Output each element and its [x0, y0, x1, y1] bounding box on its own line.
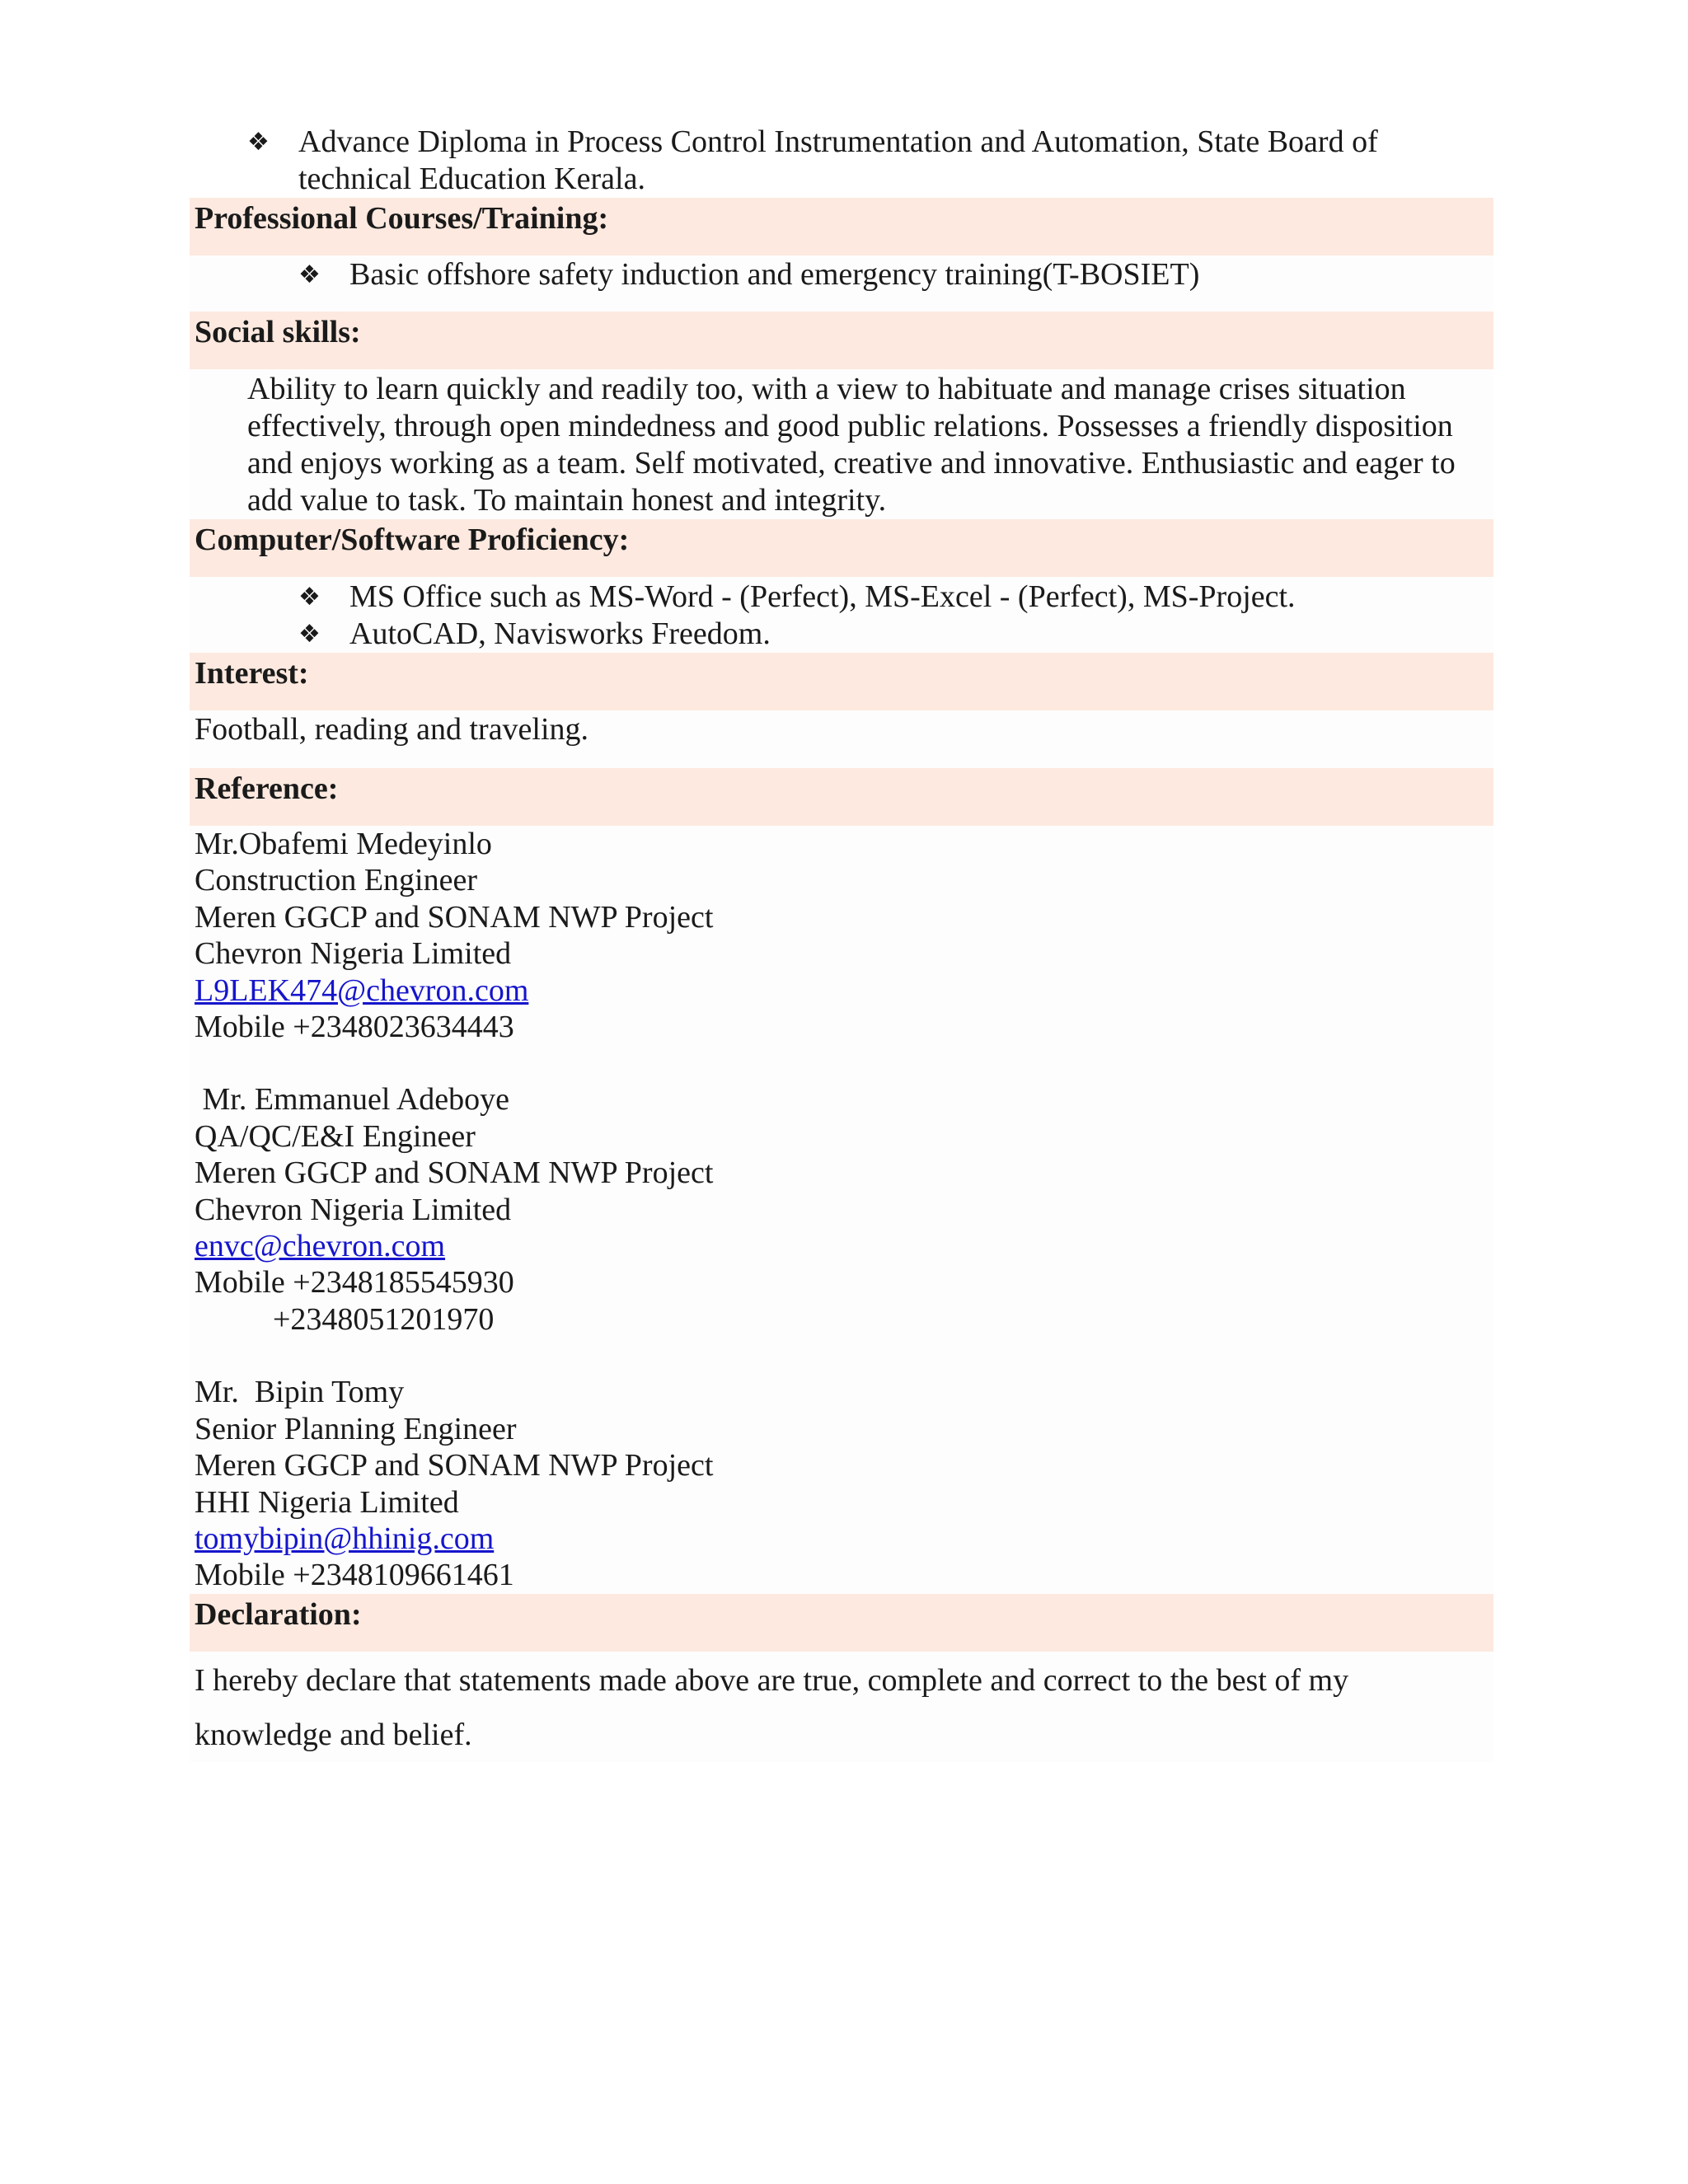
reference-mobile: Mobile +2348109661461 [195, 1558, 514, 1593]
declaration-text: I hereby declare that statements made above are true, complete and correct to the best of my knowledge and belief. [195, 1662, 1349, 1752]
course-item-text: Basic offshore safety induction and emergency training(T-BOSIET) [349, 257, 1200, 292]
reference-spacer [195, 1338, 1493, 1374]
section-heading-computer-skills: Computer/Software Proficiency: [190, 519, 1493, 577]
reference-email-link[interactable]: L9LEK474@chevron.com [195, 972, 529, 1008]
reference-entry [195, 1081, 1493, 1338]
section-heading-declaration: Declaration: [190, 1594, 1493, 1652]
reference-title: QA/QC/E&I Engineer [195, 1118, 476, 1154]
reference-entry [195, 1374, 1493, 1593]
computer-skill-text: AutoCAD, Navisworks Freedom. [349, 616, 771, 651]
reference-mobile-alt: +2348051201970 [273, 1301, 495, 1337]
diamond-bullet-icon: ❖ [298, 583, 321, 612]
reference-company: HHI Nigeria Limited [195, 1484, 459, 1520]
reference-email-link[interactable]: tomybipin@hhinig.com [195, 1521, 495, 1556]
diamond-bullet-icon: ❖ [298, 260, 321, 289]
reference-company: Chevron Nigeria Limited [195, 1192, 512, 1227]
reference-title: Construction Engineer [195, 863, 477, 898]
section-heading-professional-courses: Professional Courses/Training: [190, 198, 1493, 255]
section-heading-social-skills: Social skills: [190, 312, 1493, 369]
reference-email-link[interactable]: envc@chevron.com [195, 1229, 446, 1264]
diamond-bullet-icon: ❖ [247, 128, 270, 157]
section-heading-reference: Reference: [190, 768, 1493, 826]
reference-mobile: Mobile +2348185545930 [195, 1265, 514, 1301]
reference-spacer [195, 1045, 1493, 1081]
social-skills-text: Ability to learn quickly and readily too, with a view to habituate and manage crises situation effectively, through open mindedness and good public relations. Possesses a friendly disposition and enjoys working as a team. Self motivated, creative and innovative. Enthusiastic and eager to add value to task. To maintain honest and integrity. [247, 372, 1456, 518]
reference-mobile: Mobile +2348023634443 [195, 1010, 514, 1045]
interest-body [190, 710, 1493, 768]
section-heading-interest: Interest: [190, 653, 1493, 710]
reference-entry [195, 826, 1493, 1045]
computer-skill-text: MS Office such as MS-Word - (Perfect), MS-Excel - (Perfect), MS-Project. [349, 579, 1296, 614]
interest-text: Football, reading and traveling. [195, 712, 589, 747]
diamond-bullet-icon: ❖ [298, 620, 321, 649]
computer-skill-item [195, 579, 1493, 616]
education-item [195, 124, 1493, 198]
computer-skill-item [195, 616, 1493, 653]
social-skills-body [190, 369, 1493, 519]
education-diploma-text: Advance Diploma in Process Control Instrumentation and Automation, State Board of technical Education Kerala. [298, 124, 1378, 196]
reference-title: Senior Planning Engineer [195, 1411, 517, 1446]
reference-name: Mr.Obafemi Medeyinlo [195, 827, 492, 861]
reference-body [190, 826, 1493, 1594]
reference-company: Chevron Nigeria Limited [195, 936, 512, 972]
course-item [195, 256, 1493, 293]
professional-courses-body [190, 255, 1493, 312]
reference-project: Meren GGCP and SONAM NWP Project [195, 1448, 714, 1483]
computer-skills-body [190, 577, 1493, 653]
reference-name: Mr. Bipin Tomy [195, 1375, 405, 1410]
resume-page [195, 124, 1493, 1762]
reference-project: Meren GGCP and SONAM NWP Project [195, 1155, 714, 1191]
declaration-body [190, 1652, 1493, 1762]
reference-name: Mr. Emmanuel Adeboye [195, 1082, 510, 1118]
reference-project: Meren GGCP and SONAM NWP Project [195, 899, 714, 935]
